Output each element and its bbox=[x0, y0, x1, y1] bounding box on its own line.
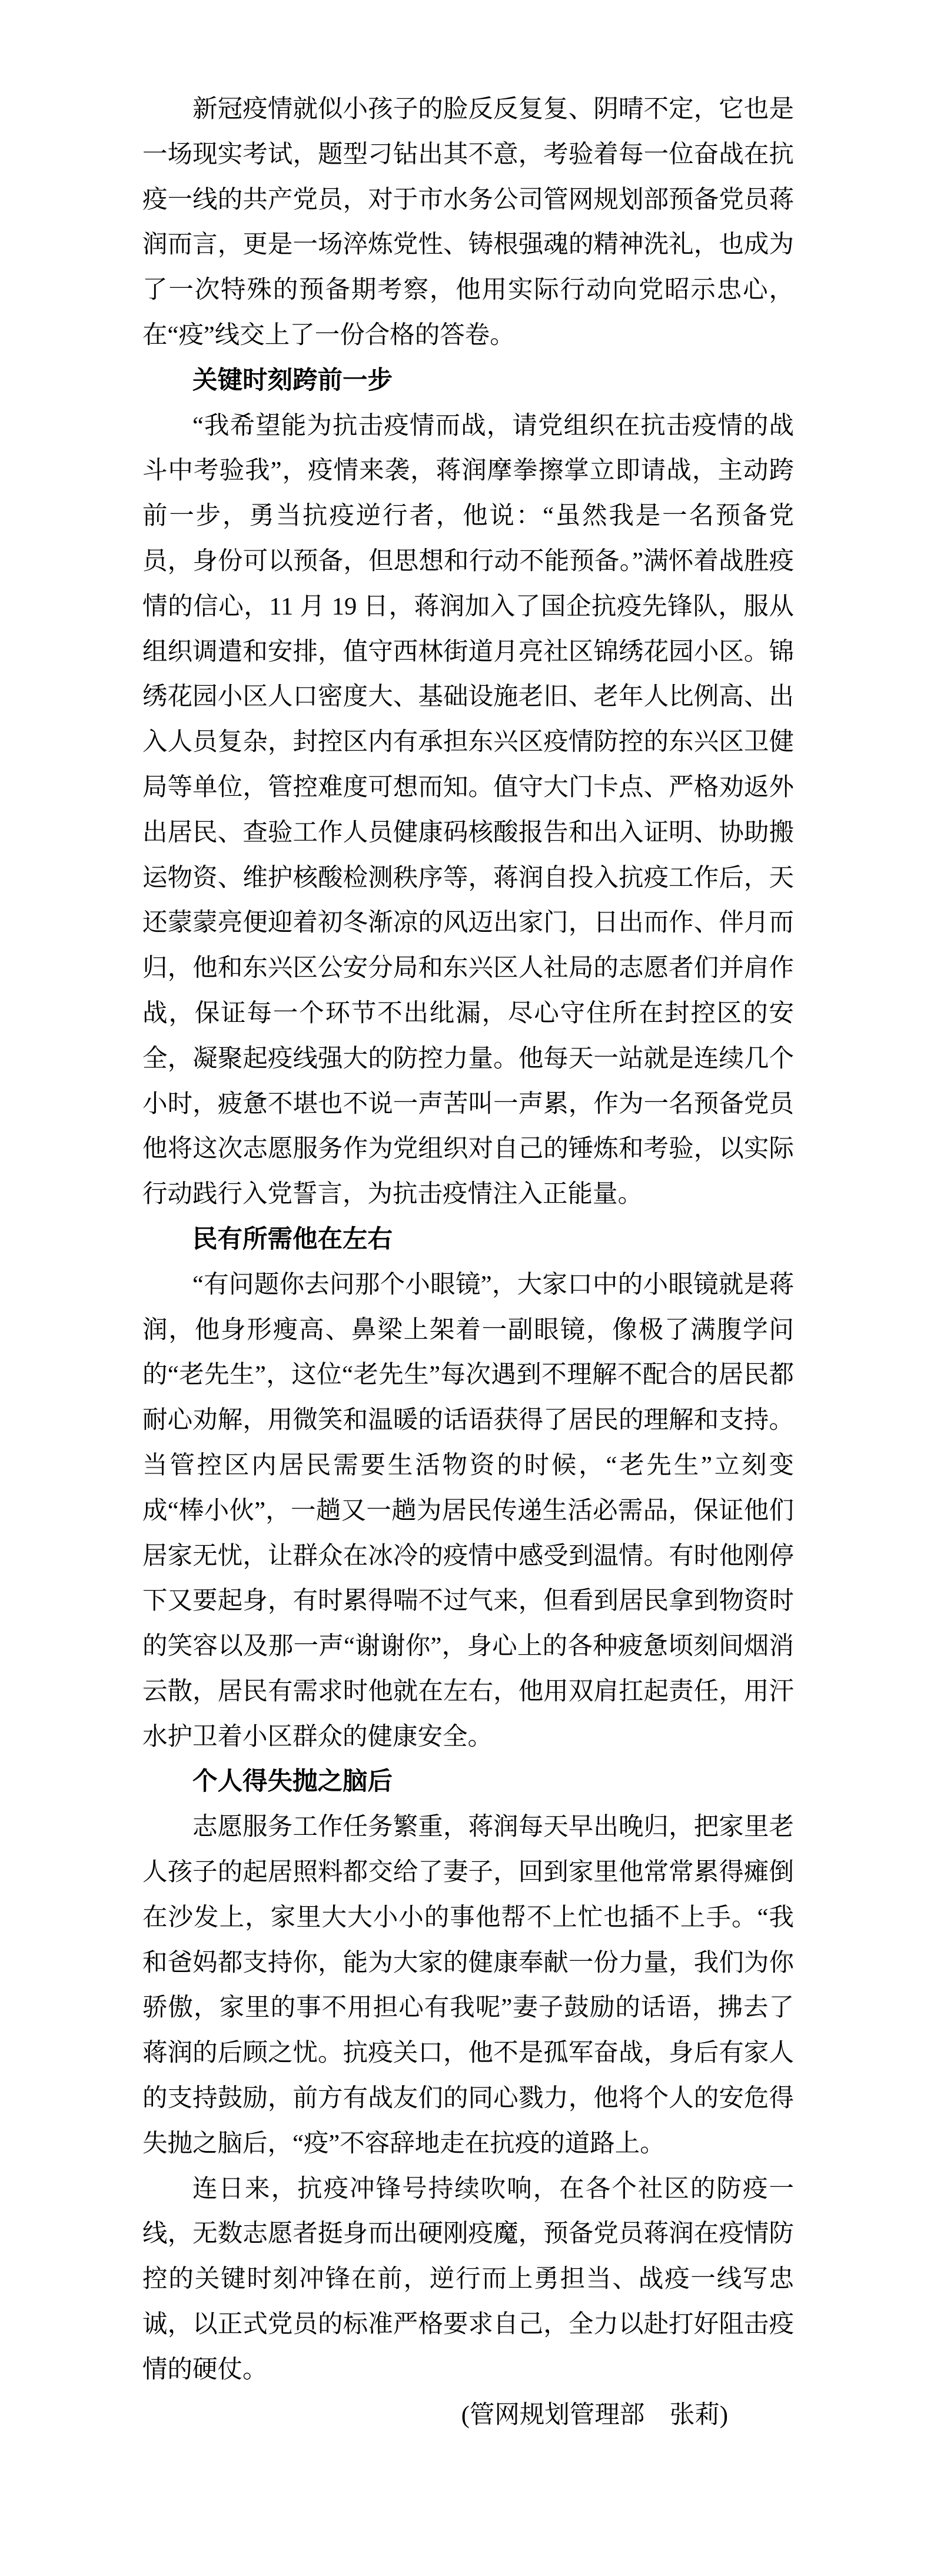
heading-personal-gains-aside: 个人得失抛之脑后 bbox=[192, 1768, 393, 1796]
paragraph-conclusion: 连日来，抗疫冲锋号持续吹响，在各个社区的防疫一线，无数志愿者挺身而出硬刚疫魔，预备党员蒋润在疫情防控的关键时刻冲锋在前，逆行而上勇担当、战疫一线写忠诚，以正式党员的标准严格要求自己，全力以赴打好阻击疫情的硬仗。 bbox=[142, 2175, 794, 2384]
paragraph-volunteer-duty: “我希望能为抗击疫情而战，请党组织在抗击疫情的战斗中考验我”，疫情来袭，蒋润摩拳擦掌立即请战，主动跨前一步，勇当抗疫逆行者，他说：“虽然我是一名预备党员，身份可以预备，但思想和行动不能预备。”满怀着战胜疫情的信心，11 月 19 日，蒋润加入了国企抗疫先锋队，服从组织调遣和安排，值守西林街道月亮社区锦绣花园小区。锦绣花园小区人口密度大、基础设施老旧、老年人比例高、出入人员复杂，封控区内有承担东兴区疫情防控的东兴区卫健局等单位，管控难度可想而知。值守大门卡点、严格劝返外出居民、查验工作人员健康码核酸报告和出入证明、协助搬运物资、维护核酸检测秩序等，蒋润自投入抗疫工作后，天还蒙蒙亮便迎着初冬渐凉的风迈出家门，日出而作、伴月而归，他和东兴区公安分局和东兴区人社局的志愿者们并肩作战，保证每一个环节不出纰漏，尽心守住所在封控区的安全，凝聚起疫线强大的防控力量。他每天一站就是连续几个小时，疲惫不堪也不说一声苦叫一声累，作为一名预备党员他将这次志愿服务作为党组织对自己的锤炼和考验，以实际行动践行入党誓言，为抗击疫情注入正能量。 bbox=[142, 411, 794, 1209]
heading-key-moment-step-forward: 关键时刻跨前一步 bbox=[192, 366, 393, 394]
paragraph-little-glasses: “有问题你去问那个小眼镜”，大家口中的小眼镜就是蒋润，他身形瘦高、鼻梁上架着一副眼镜，像极了满腹学问的“老先生”，这位“老先生”每次遇到不理解不配合的居民都耐心劝解，用微笑和温暖的话语获得了居民的理解和支持。当管控区内居民需要生活物资的时候，“老先生”立刻变成“棒小伙”，一趟又一趟为居民传递生活必需品，保证他们居家无忧，让群众在冰冷的疫情中感受到温情。有时他刚停下又要起身，有时累得喘不过气来，但看到居民拿到物资时的笑容以及那一声“谢谢你”，身心上的各种疲惫顷刻间烟消云散，居民有需求时他就在左右，他用双肩扛起责任，用汗水护卫着小区群众的健康安全。 bbox=[142, 1270, 794, 1751]
heading-people-needs: 民有所需他在左右 bbox=[192, 1225, 393, 1253]
paragraph-family-support: 志愿服务工作任务繁重，蒋润每天早出晚归，把家里老人孩子的起居照料都交给了妻子，回到家里他常常累得瘫倒在沙发上，家里大大小小的事他帮不上忙也插不上手。“我和爸妈都支持你，能为大家的健康奉献一份力量，我们为你骄傲，家里的事不用担心有我呢”妻子鼓励的话语，拂去了蒋润的后顾之忧。抗疫关口，他不是孤军奋战，身后有家人的支持鼓励，前方有战友们的同心戮力，他将个人的安危得失抛之脑后，“疫”不容辞地走在抗疫的道路上。 bbox=[142, 1813, 794, 2157]
signature-line: (管网规划管理部 张莉) bbox=[461, 2401, 728, 2429]
paragraph-intro: 新冠疫情就似小孩子的脸反反复复、阴晴不定，它也是一场现实考试，题型刁钻出其不意，考验着每一位奋战在抗疫一线的共产党员，对于市水务公司管网规划部预备党员蒋润而言，更是一场淬炼党性、铸根强魂的精神洗礼，也成为了一次特殊的预备期考察，他用实际行动向党昭示忠心，在“疫”线交上了一份合格的答卷。 bbox=[142, 95, 794, 349]
